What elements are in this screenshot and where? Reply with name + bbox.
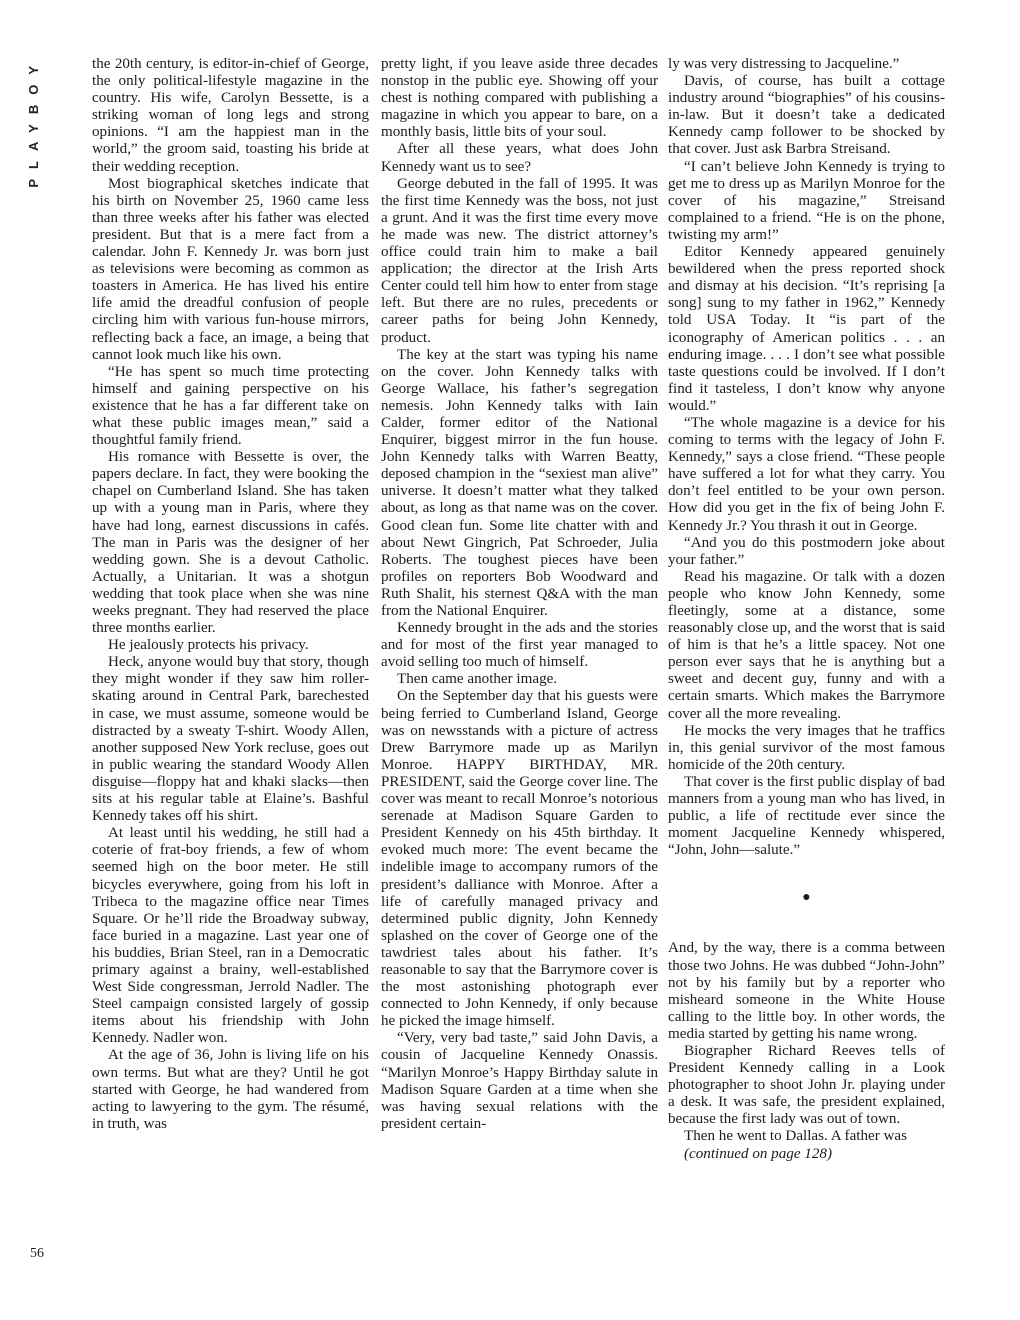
article-column-2 — [381, 56, 658, 1286]
paragraph: “I can’t believe John Kennedy is trying to get me to dress up as Marilyn Monroe for the cover of his magazine,” Streisand complained to a friend. “He is on the phone, twisting my arm!” — [668, 158, 945, 243]
paragraph: That cover is the first public display of bad manners from a young man who has lived, in public, a life of rectitude ever since the moment Jacqueline Kennedy whispered, “John, John—salute.” — [668, 773, 945, 859]
paragraph: At the age of 36, John is living life on his own terms. But what are they? Until he got started with George, he had wandered from acting to lawyering to the gym. The résumé, in truth, was — [92, 1047, 369, 1132]
paragraph: Then he went to Dallas. A father was — [684, 1128, 907, 1145]
paragraph: Davis, of course, has built a cottage industry around “biographies” of his cousins-in-law. But it doesn’t take a dedicated Kennedy camp follower to be shocked by that cover. Just ask Barbra Streisand. — [668, 73, 945, 158]
paragraph: Editor Kennedy appeared genuinely bewildered when the press reported shock and dismay at his decision. “It’s reprising [a song] sung to my father in 1962,” Kennedy told USA Today. It “is part of the iconography of American politics . . . an enduring image. . . . I don’t see what possible taste questions could be involved. If I don’t find it tasteless, I don’t know why anyone would.” — [668, 244, 945, 414]
paragraph: He mocks the very images that he traffics in, this genial survivor of the most famous homicide of the 20th century. — [668, 722, 945, 773]
paragraph: ly was very distressing to Jacqueline.” — [668, 56, 900, 72]
paragraph: His romance with Bessette is over, the papers declare. In fact, they were booking the chapel on Cumberland Island. She has taken up with a young man in Paris, where they have had long, earnest discussions in cafés. The man in Paris was the designer of her wedding gown. She is a devout Catholic. Actually, a Unitarian. It was a shotgun wedding that took place when she was nine weeks pregnant. They had reserved the place three months earlier. — [92, 449, 369, 637]
section-break-ornament: ● — [802, 890, 811, 906]
paragraph: On the September day that his guests were being ferried to Cumberland Island, George was on newsstands with a picture of actress Drew Barrymore made up as Marilyn Monroe. HAPPY BIRTHDAY, MR. PRESIDENT, said the George cover line. The cover was meant to recall Monroe’s notorious serenade at Madison Square Garden to President Kennedy on his 45th birthday. It evoked much more: The event became the indelible image to accompany rumors of the president’s dalliance with Monroe. After a life of carefully managed privacy and determined public dignity, John Kennedy splashed on the cover of George one of the tawdriest tales about his father. It’s reasonable to say that the Barrymore cover is the most astonishing photograph ever connected to John Kennedy, if only because he picked the image himself. — [381, 688, 658, 1030]
paragraph: And, by the way, there is a comma between those two Johns. He was dubbed “John-John” not by his family but by a reporter who misheard someone in the White House calling to the little boy. In other words, the media started by getting his name wrong. — [668, 940, 945, 1042]
paragraph: “He has spent so much time protecting himself and gaining perspective on his existence that he has a far different take on what these public images mean,” said a thoughtful family friend. — [92, 363, 369, 449]
page-number: 56 — [30, 1246, 44, 1261]
paragraph: He jealously protects his privacy. — [108, 637, 309, 654]
paragraph: After all these years, what does John Kennedy want us to see? — [381, 141, 658, 175]
paragraph: Read his magazine. Or talk with a dozen people who know John Kennedy, some fleetingly, some at a distance, some reasonably close up, and the worst that is said of him is that he’s a little spacey. Not one person ever says that he is anything but a sweet and decent guy, funny and with a certain smarts. Which makes the Barrymore cover all the more revealing. — [668, 568, 945, 722]
paragraph: pretty light, if you leave aside three decades nonstop in the public eye. Showing off your chest is nothing compared with publishing a magazine in which you appear to bare, on a monthly basis, little bits of your soul. — [381, 56, 658, 141]
paragraph: “Very, very bad taste,” said John Davis, a cousin of Jacqueline Kennedy Onassis. “Marilyn Monroe’s Happy Birthday salute in Madison Square Garden at a time when she was having sexual relations with the president certain- — [381, 1030, 658, 1132]
paragraph: Biographer Richard Reeves tells of President Kennedy calling in a Look photographer to shoot John Jr. playing under a desk. It was safe, the president explained, because the first lady was out of town. — [668, 1042, 945, 1128]
paragraph: “The whole magazine is a device for his coming to terms with the legacy of John F. Kennedy,” says a close friend. “These people have suffered a lot for what they carry. You don’t feel entitled to be your own person. How did you get in the fix of being John F. Kennedy Jr.? You thrash it out in George. — [668, 414, 945, 534]
paragraph: George debuted in the fall of 1995. It was the first time Kennedy was the boss, not just a grunt. And it was the first time every move he made was new. The district attorney’s office could train him to make a bail application; the director at the Irish Arts Center could tell him how to enter from stage left. But there are no rules, precedents or career paths for being John Kennedy, product. — [381, 175, 658, 346]
paragraph: the 20th century, is editor-in-chief of George, the only political-lifestyle magazine in the country. His wife, Carolyn Bessette, is a striking woman of long legs and strong opinions. “I am the happiest man in the world,” the groom said, toasting his bride at their wedding reception. — [92, 56, 369, 175]
paragraph: “And you do this postmodern joke about your father.” — [668, 534, 945, 568]
article-column-3 — [668, 56, 945, 1286]
paragraph: Kennedy brought in the ads and the stories and for most of the first year managed to avoid selling too much of himself. — [381, 620, 658, 671]
paragraph: Then came another image. — [397, 671, 558, 688]
magazine-name-sidebar: PLAYBOY — [26, 56, 41, 188]
continued-on-page: (continued on page 128) — [684, 1145, 832, 1162]
paragraph: Most biographical sketches indicate that his birth on November 25, 1960 came less than three weeks after his father was elected president. But that is a mere fact from a calendar. John F. Kennedy Jr. was born just as televisions were becoming as common as toasters in America. He has lived his entire life amid the dreadful confusion of people circling him with various fun-house mirrors, reflecting back a face, an image, a being that cannot look much like his own. — [92, 175, 369, 363]
article-column-1 — [92, 56, 369, 1286]
paragraph: Heck, anyone would buy that story, though they might wonder if they saw him roller-skating around in Central Park, barechested in case, we must assume, someone would be distracted by a sweaty T-shirt. Woody Allen, another supposed New York recluse, goes out in public wearing the standard Woody Allen disguise—floppy hat and khaki slacks—then sits at his regular table at Elaine’s. Bashful Kennedy takes off his shirt. — [92, 654, 369, 825]
paragraph: The key at the start was typing his name on the cover. John Kennedy talks with George Wallace, his father’s segregation nemesis. John Kennedy talks with Iain Calder, former editor of the National Enquirer, biggest mirror in the fun house. John Kennedy talks with Warren Beatty, deposed champion in the “sexiest man alive” universe. It doesn’t matter what they talked about, as long as that name was on the cover. Good clean fun. Some lite chatter with and about Newt Gingrich, Pat Schroeder, Julia Roberts. The toughest pieces have been profiles on reporters Bob Woodward and Ruth Shalit, his sternest Q&A with the man from the National Enquirer. — [381, 346, 658, 619]
paragraph: At least until his wedding, he still had a coterie of frat-boy friends, a few of whom seemed high on the boor meter. He still bicycles everywhere, going from his loft in Tribeca to the magazine office near Times Square. Or he’ll ride the Broadway subway, face buried in a magazine. Last year one of his buddies, Brian Steel, ran in a Democratic primary against a brainy, well-established West Side congressman, Jerrold Nadler. The Steel campaign consisted largely of gossip items about his friendship with John Kennedy. Nadler won. — [92, 825, 369, 1047]
